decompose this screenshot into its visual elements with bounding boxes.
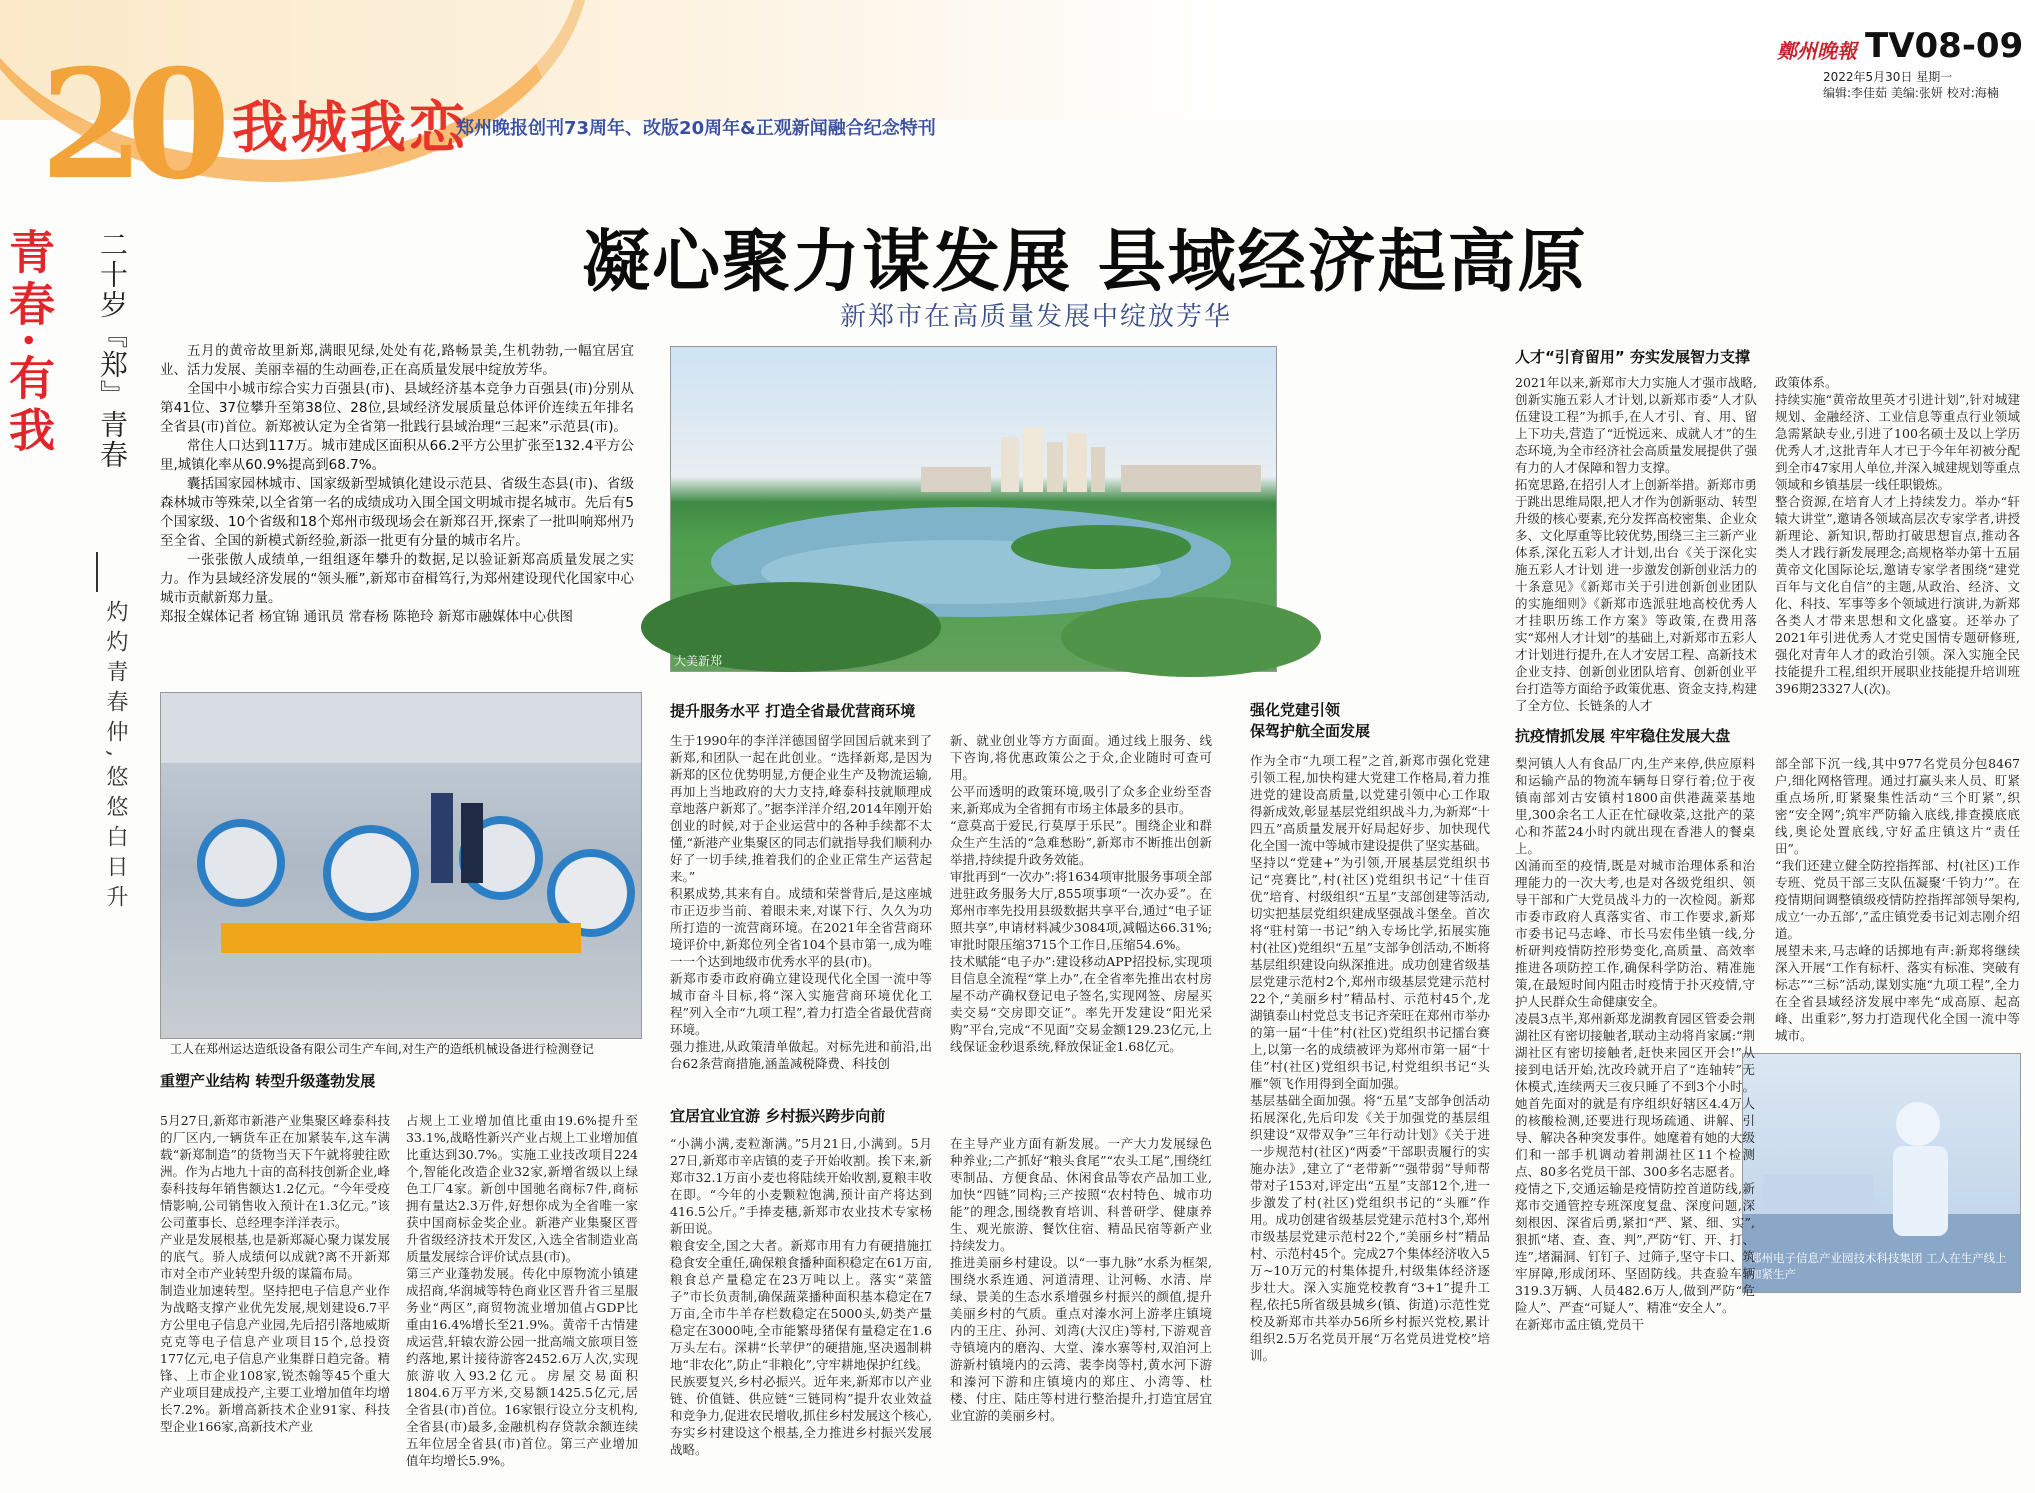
newspaper-brand: 鄭州晚報	[1777, 39, 1857, 63]
factory-photo	[160, 692, 642, 1039]
section-heading: 人才“引育留用” 夯实发展智力支撑	[1515, 348, 1750, 366]
main-headline: 凝心聚力谋发展 县域经济起高原	[582, 222, 1588, 302]
section-heading: 宜居宜业宜游 乡村振兴跨步向前	[670, 1107, 886, 1125]
intro-paragraph: 全国中小城市综合实力百强县(市)、县域经济基本竞争力百强县(市)分别从第41位、37位攀升至第38位、28位,县域经济发展质量总体评价连续五年排名全省县(市)首位。新郑被认定为全省第一批践行县域治理“三起来”示范县(市)。	[160, 381, 634, 435]
side-subtitle: 二十岁『郑』青春	[96, 230, 129, 470]
page-number: TV08-09	[1865, 26, 2024, 66]
intro-paragraph: 五月的黄帝故里新郑,满眼见绿,处处有花,路畅景美,生机勃勃,一幅宜居宜业、活力发展、美丽幸福的生动画卷,正在高质量发展中绽放芳华。	[160, 343, 634, 378]
factory-caption: 工人在郑州运达造纸设备有限公司生产车间,对生产的造纸机械设备进行检测登记	[170, 1042, 594, 1056]
side-divider	[96, 552, 98, 592]
editor-credits: 编辑:李佳茹 美编:张妍 校对:海楠	[1823, 86, 1999, 100]
article-column: 2021年以来,新郑市大力实施人才强市战略,创新实施五彩人才计划,以新郑市委“人才队伍建设工程”为抓手,在人才引、育、用、留上下功夫,营造了“近悦远来、成就人才”的生态环境,为全市经济社会高质量发展提供了强有力的人才保障和智力支撑。 拓宽思路,在招引人才上创新举措。新郑市勇于跳出思维局限,把人才作为创新驱动、转型升级的核心要素,充分发挥高校密集、企业众多、文化厚重等比较优势,围绕三主三新产业体系,深化五彩人才计划,出台《关于深化实施五彩人才计划 进一步激发创新创业活力的十条意见》《新郑市关于引进创新创业团队的实施细则》《新郑市选派驻地高校优秀人才挂职历练工作方案》等政策,在费用落实“郑州人才计划”的基础上,对新郑市五彩人才计划进行提升,在人才安居工程、高新技术企业支持、创新创业团队培育、创新创业平台打造等方面给予政策优惠、资金支持,构建了全方位、长链条的人才	[1515, 375, 1757, 713]
intro-paragraph: 一张张傲人成绩单,一组组逐年攀升的数据,足以验证新郑高质量发展之实力。作为县域经济发展的“领头雁”,新郑市奋楫笃行,为郑州建设现代化国家中心城市贡献新郑力量。	[160, 552, 634, 606]
byline: 郑报全媒体记者 杨宜锦 通讯员 常春杨 陈艳玲 新郑市融媒体中心供图	[160, 609, 573, 625]
section-heading: 抗疫情抓发展 牢牢稳住发展大盘	[1515, 727, 1731, 745]
factory-illustration	[161, 693, 641, 1038]
article-column: 5月27日,新郑市新港产业集聚区峰泰科技的厂区内,一辆货车正在加紧装车,这车满载“新郑制造”的货物当天下午就将驶往欧洲。作为占地九十亩的高科技创新企业,峰泰科技每年销售额达1.2亿元。“今年受疫情影响,公司销售收入预计在1.3亿元。”该公司董事长、总经理李洋洋表示。 产业是发展根基,也是新郑凝心聚力谋发展的底气。骄人成绩何以成就?离不开新郑市对全市产业转型升级的谋篇布局。 制造业加速转型。坚持把电子信息产业作为战略支撑产业优先发展,规划建设6.7平方公里电子信息产业园,先后招引落地威斯克克等电子信息产业项目15个,总投资177亿元,电子信息产业集群日趋完备。精锋、上市企业108家,锐杰翰等45个重大产业项目建成投产,主要工业增加值年均增长7.2%。新增高新技术企业91家、科技型企业166家,高新技术产业	[160, 1113, 390, 1434]
special-edition-label: 郑州晚报创刊73周年、改版20周年&正观新闻融合纪念特刊	[456, 118, 936, 139]
intro-paragraph: 常住人口达到117万。城市建成区面积从66.2平方公里扩张至132.4平方公里,城镇化率从60.9%提高到68.7%。	[160, 438, 634, 473]
lab-caption: 郑州电子信息产业园技术科技集团 工人在生产线上加紧生产	[1750, 1251, 2007, 1281]
article-column: 生于1990年的李洋洋德国留学回国后就来到了新郑,和团队一起在此创业。“选择新郑,是因为新郑的区位优势明显,方便企业生产及物流运输,再加上当地政府的大力支持,峰泰科技就顺理成章地落户新郑了。”据李洋洋介绍,2014年刚开始创业的时候,对于企业运营中的各种手续都不太懂,“新港产业集聚区的同志们就指导我们顺利办好了一切手续,推着我们的企业正常生产运营起来。” 积累成势,其来有自。成绩和荣誉背后,是这座城市正迈步当前、着眼未来,对谋下行、久久为功所打造的一流营商环境。在2021年全省营商环境评价中,新郑位列全省104个县市第一,成为唯一一个达到地级市优秀水平的县(市)。 新郑市委市政府确立建设现代化全国一流中等城市奋斗目标,将“深入实施营商环境优化工程”列入全市“九项工程”,着力打造全省最优营商环境。 强力推进,从政策清单做起。对标先进和前沿,出台62条营商措施,涵盖减税降费、科技创	[670, 733, 932, 1071]
scene-caption: 大美新郑	[674, 654, 723, 668]
article-column: 部全部下沉一线,其中977名党员分包8467户,细化网格管理。通过打赢头来人员、盯紧重点场所,盯紧聚集性活动“三个盯紧”,织密“安全网”;筑牢严防输入底线,排查摸底底线,奥论处置底线,守好孟庄镇这片“责任田”。 “我们还建立健全防控指挥部、村(社区)工作专班、党员干部三支队伍凝聚‘千钧力’”。在疫情期间调整镇级疫情防控指挥部领导架构,成立‘一办五部’,”孟庄镇党委书记刘志刚介绍道。 展望未来,马志峰的话掷地有声:新郑将继续深入开展“工作有标杆、落实有标准、突破有标志”“三标”活动,谋划实施“九项工程”,全力在全省县域经济发展中率先“成高原、起高峰、出重彩”,努力打造现代化全国一流中等城市。	[1775, 756, 2020, 1043]
main-subheadline: 新郑市在高质量发展中绽放芳华	[840, 302, 1233, 332]
side-poem: 灼灼青春仲,悠悠白日升	[103, 600, 128, 915]
anniversary-logo	[40, 37, 213, 213]
city-lake-illustration	[671, 347, 1276, 671]
article-column: 新、就业创业等方方面面。通过线上服务、线下咨询,将优惠政策公之于众,企业随时可查可用。 公平而透明的政策环境,吸引了众多企业纷至沓来,新郑成为全省拥有市场主体最多的县市。 “意莫高于爱民,行莫厚于乐民”。围绕企业和群众生产生活的“急难愁盼”,新郑市不断推出创新举措,持续提升政务效能。 审批再到“一次办”:将1634项审批服务事项全部进驻政务服务大厅,855项事项“一次办妥”。在郑州市率先投用县级数据共享平台,通过“电子证照共享”,申请材料减少3084项,减幅达66.31%;审批时限压缩3715个工作日,压缩54.6%。 技术赋能“电子办”:建设移动APP招投标,实现项目信息全流程“掌上办”,在全省率先推出农村房屋不动产确权登记电子签名,实现网签、房屋买卖交易“交房即交证”。率先开发建设“阳光采购”平台,完成“不见面”交易金额129.23亿元,上线保证金秒退系统,释放保证金1.68亿元。	[950, 733, 1212, 1054]
article-column: 梨河镇人人有食品厂内,生产来停,供应原料和运输产品的物流车辆每日穿行着;位于夜镇南部刘古安镇村1800亩供港蔬菜基地里,300余名工人正在忙碌收菜,这批产的菜心和芥蓝24小时内就出现在香港人的餐桌上。 凶涌而至的疫情,既是对城市治理体系和治理能力的一次大考,也是对各级党组织、领导干部和广大党员战斗力的一次检阅。新郑市委市政府人真落实省、市工作要求,新郑市委书记马志峰、市长马宏伟坐镇一线,分析研判疫情防控形势变化,高质量、高效率推进各项防控工作,确保科学防治、精准施策,在最短时间内阻击时疫情于扑灭疫情,守护人民群众生命健康安全。 凌晨3点半,郑州新郑龙湖教育园区管委会荆湖社区有密切接触者,联动主动将肖家属:“荆湖社区有密切接触者,赶快来园区开会!”从接到电话开始,沈改玲就开启了“连轴转”无休模式,连续两天三夜只睡了不到3个小时。她首先面对的就是有序组织好辖区4.4万人的核酸检测,还要进行现场疏通、讲解、引导、解决各种突发事件。她麾着有她的大级们和一部手机调动着荆湖社区11个检测点、80多名党员干部、300多名志愿者。 疫情之下,交通运输是疫情防控首道防线,新郑市交通管控专班深度复盘、深度问题,深刻根因、深省后勇,紧扣“严、紧、细、实”,狠抓“堵、查、查、判”,严防“钉、开、打、连”,堵漏洞、钉钉子、过筛子,坚守卡口、筑牢屏障,形成闭环、坚固防线。共查验车辆319.3万辆、人员482.6万人,做到严防“危险人”、严查“可疑人”、精准“安全人”。 在新郑市孟庄镇,党员干	[1515, 756, 1755, 1332]
issue-date: 2022年5月30日 星期一	[1823, 70, 1953, 84]
intro-paragraph: 囊括国家园林城市、国家级新型城镇化建设示范县、省级生态县(市)、省级森林城市等殊荣,以全省第一名的成绩成功入围全国文明城市提名城市。先后有5个国家级、10个省级和18个郑州市级现场会在新郑召开,探索了一批叫响郑州乃至全省、全国的新模式新经验,新添一批更有分量的城市名片。	[160, 476, 634, 549]
section-heading: 强化党建引领 保驾护航全面发展	[1250, 701, 1371, 740]
intro-block	[160, 342, 634, 627]
article-column: 在主导产业方面有新发展。一产大力发展绿色种养业;二产抓好“粮头食尾”“农头工尾”,围绕红枣制品、方便食品、休闲食品等农产品加工业,加快“四链”同构;三产按照“农村特色、城市功能”的理念,围绕教育培训、科普研学、健康养生、观光旅游、餐饮住宿、精品民宿等新产业持续发力。 推进美丽乡村建设。以“一事九脉”水系为框架,围绕水系连通、河道清理、让河畅、水清、岸绿、景美的生态水系增强乡村振兴的颜值,提升美丽乡村的气质。重点对溱水河上游孝庄镇境内的王庄、孙河、刘湾(大汉庄)等村,下游观音寺镇境内的磨沟、大堂、溱水寨等村,双洎河上游新村镇境内的云湾、裴李岗等村,黄水河下游和溱河下游和庄镇境内的郑庄、小湾等、杜楼、付庄、陆庄等村进行整治提升,打造宜居宜业宜游的美丽乡村。	[950, 1136, 1212, 1423]
article-column: 占规上工业增加值比重由19.6%提升至33.1%,战略性新兴产业占规上工业增加值比重达到30.7%。实施工业技改项目224个,智能化改造企业32家,新增省级以上绿色工厂4家。新创中国驰名商标7件,商标拥有量达2.3万件,好想你成为全省唯一家获中国商标金奖企业。新港产业集聚区晋升省级经济技术开发区,入选全省制造业高质量发展综合评价试点县(市)。 第三产业蓬勃发展。传化中原物流小镇建成招商,华润城等特色商业区晋升省三星服务业“两区”,商贸物流业增加值占GDP比重由16.4%增长至21.9%。黄帝千古情建成运营,轩辕农游公园一批高端文旅项目签约落地,累计接待游客2452.6万人次,实现旅游收入93.2亿元。房屋交易面积1804.6万平方米,交易额1425.5亿元,居全省县(市)首位。16家银行设立分支机构,全省县(市)最多,金融机构存贷款余额连续五年位居全省县(市)首位。第三产业增加值年均增长5.9%。	[406, 1113, 638, 1468]
logo-digits: 20	[40, 37, 213, 213]
article-column: “小满小满,麦粒渐满。”5月21日,小满到。5月27日,新郑市辛店镇的麦子开始收割。挨下来,新郑市32.1万亩小麦也将陆续开始收割,夏粮丰收在即。“今年的小麦颗粒饱满,预计亩产将达到416.5公斤。”手捧麦穗,新郑市农业技术专家杨新田说。 粮食安全,国之大者。新郑市用有力有硬措施扛稳食安全重任,确保粮食播种面积稳定在61万亩,粮食总产量稳定在23万吨以上。落实“菜篮子”市长负责制,确保蔬菜播种面积基本稳定在7万亩,全市牛羊存栏数稳定在5000头,奶类产量稳定在3000吨,全市能繁母猪保有量稳定在1.6万头左右。深耕“长苹伊”的硬措施,坚决遏制耕地“非农化”,防止“非粮化”,守牢耕地保护红线。 民族要复兴,乡村必振兴。近年来,新郑市以产业链、价值链、供应链“三链同构”提升农业效益和竞争力,促进农民增收,抓住乡村发展这个核心,夯实乡村建设这个根基,全力推进乡村振兴发展战略。	[670, 1136, 932, 1457]
section-heading: 重塑产业结构 转型升级蓬勃发展	[160, 1072, 376, 1090]
side-slogan: 青春·有我	[2, 228, 56, 459]
article-column: 作为全市“九项工程”之首,新郑市强化党建引领工程,加快构建大党建工作格局,着力推进党的建设高质量,以党建引领中心工作取得新成效,彰显基层党组织战斗力,为新郑“十四五”高质量发展开好局起好步、加快现代化全国一流中等城市建设提供了坚实基础。 坚持以“党建+”为引领,开展基层党组织书记“亮赛比”,村(社区)党组织书记“十佳百优”培育、村级组织“五星”支部创建等活动,切实把基层党组织建成坚强战斗堡垒。首次将“驻村第一书记”纳入专场比学,拓展实施村(社区)党组织“五星”支部争创活动,不断将基层组织建设向纵深推进。成功创建省级基层党建示范村2个,郑州市级基层党建示范村22个,“美丽乡村”精品村、示范村45个,龙湖镇泰山村党总支书记齐荣旺在郑州市举办的第一届“十佳”村(社区)党组织书记擂台赛上,以第一名的成绩被评为郑州市第一届“十佳”村(社区)党组织书记,村党组织书记“头雁”领飞作用得到全面加强。 基层基础全面加强。将“五星”支部争创活动拓展深化,先后印发《关于加强党的基层组织建设“双带双争”三年行动计划》《关于进一步规范村(社区)“两委”干部职责履行的实施办法》,建立了“老带新”“强带弱”导师帮带对子153对,评定出“五星”支部12个,进一步激发了村(社区)党组织书记的“头雁”作用。成功创建省级基层党建示范村3个,郑州市级基层党建示范村22个,“美丽乡村”精品村、示范村45个。完成27个集体经济收入5万~10万元的村集体提升,村级集体经济逐步壮大。深入实施党校教育“3+1”提升工程,依托5所省级县城乡(镇、街道)示范性党校及新郑市共举办56所乡村振兴党校,累计组织2.5万名党员开展“万名党员进党校”培训。	[1250, 753, 1490, 1363]
city-lake-photo	[670, 346, 1277, 672]
section-heading: 提升服务水平 打造全省最优营商环境	[670, 702, 916, 720]
article-column: 政策体系。 持续实施“黄帝故里英才引进计划”,针对城建规划、金融经济、工业信息等重点行业领域急需紧缺专业,引进了100名硕士及以上学历优秀人才,这批青年人才已于今年年初被分配到全市47家用人单位,并深入城建规划等重点领域和乡镇基层一线任职锻炼。 整合资源,在培育人才上持续发力。举办“轩辕大讲堂”,邀请各领域高层次专家学者,讲授新理论、新知识,帮助打破思想盲点,推动各类人才践行新发展理念;高规格举办第十五届黄帝文化国际论坛,邀请专家学者围绕“建党百年与文化自信”的主题,从政治、经济、文化、科技、军事等多个领域进行演讲,为新郑各类人才带来思想和文化盛宴。还举办了2021年引进优秀人才党史国情专题研修班,强化对青年人才的政治引领。深入实施全民技能提升工程,组织开展职业技能提升培训班396期23327人(次)。	[1775, 375, 2020, 696]
section-title: 我城我恋	[232, 95, 468, 161]
